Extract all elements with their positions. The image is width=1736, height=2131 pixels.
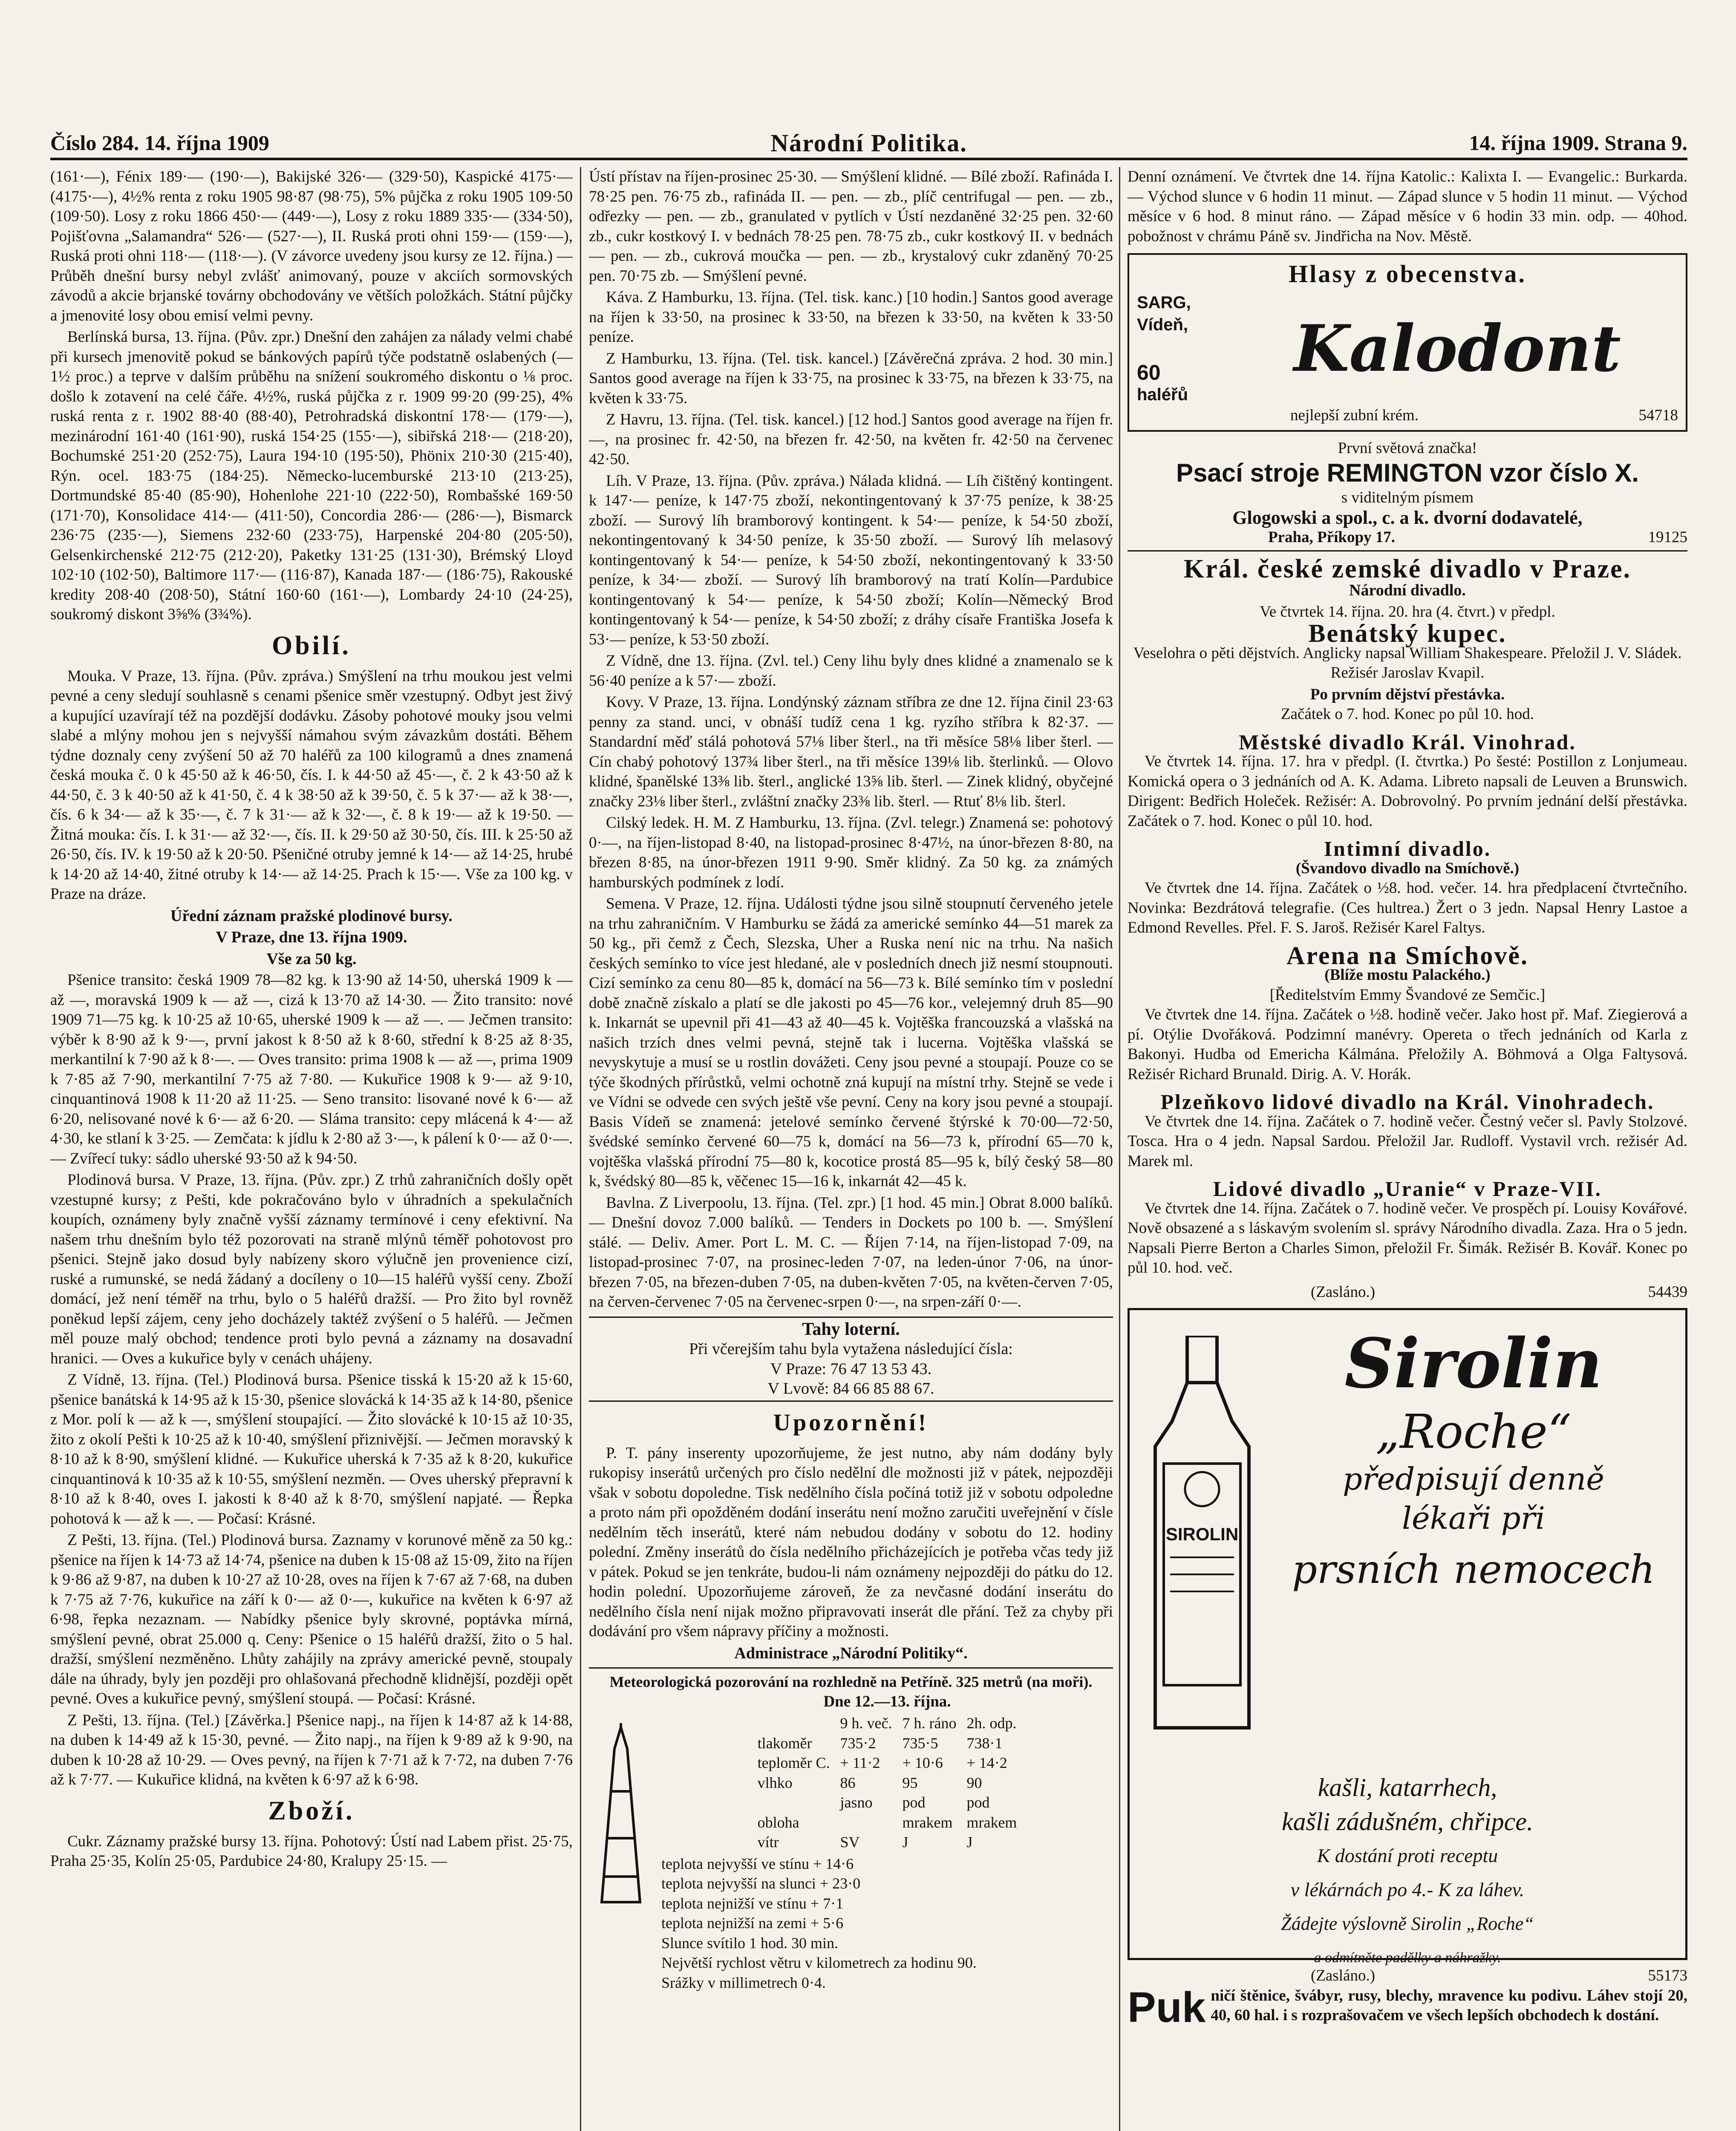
weather-cell: SV [840, 1834, 860, 1851]
sirolin-bottle-icon [1147, 1336, 1257, 1736]
weather-extra: teplota nejnižší na zemi + 5·6 [661, 1914, 844, 1932]
weather-cell: teploměr C. [757, 1754, 830, 1771]
weather-cell: 95 [902, 1774, 918, 1791]
weather-row [753, 1773, 1022, 1793]
weather-rain: Srážky v millimetrech 0·4. [661, 1974, 826, 1991]
official-record-heading: Úřední záznam pražské plodinové bursy. [170, 907, 453, 925]
sirolin-footer [1138, 1770, 1677, 1975]
theatre-intimate-text: Ve čtvrtek dne 14. října. Začátek o ½8. hod. večer. 14. hra předplacení čtvrtečního. Novinka: Bezdrátová telegrafie. (Ces hultrea.) Žert o 3 jedn. Napsal Henry Lastoe a Edmond Revelles. Přel. F. S. Jaroš. Režisér Karel Faltys. [1128, 879, 1687, 936]
weather-cell: 735·2 [840, 1734, 876, 1752]
theatre-intimate-title: Intimní divadlo. [1324, 837, 1491, 860]
weather-cell: vlhko [757, 1774, 793, 1791]
notice-title: Upozornění! [773, 1409, 929, 1436]
notice-text: P. T. pány inserenty upozorňujeme, že jest nutno, aby nám dodány byly rukopisy inserátů určených pro číslo nedělní dle možnosti již v pátek, nejpozději však v sobotu dopoledne. Tisk nedělního čísla počíná totiž již v sobotu odpoledne a proto nám při opožděném dodání inserátu není možno zaručiti uveřejnění v čísle nedělním těch inserátů, které nám nebudou dodány v sobotu do 12. hodiny polední. Změny inserátů do čísla nedělního přicházejících je potřeba včas tedy již v pátek. Pokud se jen tenkráte, budou-li nám oznámeny nejpozději do pátku do 12. hodin polední. Upozorňujeme zároveň, že za nevčasné dodání inserátu do nedělního čísla není nijak možno připravovati inserát dle přání. Tež za chyby při dodávání pro všem nápravy příčiny a možnosti. [589, 1444, 1113, 1640]
spirits-vienna: Z Vídně, dne 13. října. (Zvl. tel.) Ceny lihu byly dnes klidné a znamenalo se k 56·40 peníze a k 57·— zboží. [589, 652, 1113, 690]
sirolin-line: předpisují denně [1343, 1461, 1604, 1497]
weather-box [589, 1672, 1113, 1992]
weather-cell: + 10·6 [902, 1754, 943, 1771]
flour-report: Mouka. V Praze, 13. října. (Pův. zpráva.) Smýšlení na trhu moukou jest velmi pevné a ceny sledují souhlasně s cenami pšenice směr vzestupný. Odbyt jest živý a kupující uzavírají též na pozdější dodávku. Zásoby pohotové mouky jsou velmi slabé a mlýny mohou jen s nejvyšší námahou svým závazkům dostáti. Během týdne doznaly ceny zvýšení 50 až 70 haléřů za 100 kilogramů a dnes znamená česká mouka č. 0 k 45·50 až k 46·50, čís. I. k 44·50 až 45·—, č. 2 k 43·50 až k 44·50, č. 3 k 40·50 až k 41·50, č. 4 k 38·50 až k 39·50, č. 5 k 37·— až k 38·—, čís. 6 k 34·— až k 35·—, č. 7 k 31·— až k 32·—, č. 8 k 19·— až k 19·50. — Žitná mouka: čís. I. k 31·— až 32·—, čís. II. k 29·50 až 30·50, čís. III. k 25·50 až 26·50, čís. IV. k 19·50 až k 20·50. Pšeničné otruby jemné k 14·— až 14·25, hrubé k 14·20 až 14·40, žitné otruby k 14·— až 14·25. Prach k 15·—. Vše za 100 kg. v Praze na dráze. [50, 667, 573, 903]
sirolin-line: prsních nemocech [1292, 1547, 1655, 1592]
sirolin-line: Žádejte výslovně Sirolin „Roche“ [1281, 1913, 1534, 1934]
lottery-title: Tahy loterní. [802, 1319, 900, 1339]
coffee-hamburg: Káva. Z Hamburku, 13. října. (Tel. tisk. kanc.) [10 hodin.] Santos good average na říjen k 33·50, na prosinec k 33·50, na březen k 33·50, na květen k 33·50 peníze. [589, 289, 1113, 346]
lottery-lvov: V Lvově: 84 66 85 88 67. [767, 1380, 934, 1398]
newspaper-title: Národní Politika. [770, 129, 967, 157]
sirolin-ad [1128, 1308, 1687, 1966]
weather-table [753, 1713, 1022, 1852]
theatre-national-time: Začátek o 7. hod. Konec po půl 10. hod. [1281, 705, 1534, 723]
maker-city: Vídeň, [1137, 315, 1188, 334]
exchange-report: (161·—), Fénix 189·— (190·—), Bakijské 326·— (329·50), Kaspické 4175·— (4175·—), 4½% renta z roku 1905 98·87 (98·75), 5% půjčka z roku 1905 109·50 (109·50). Losy z roku 1866 450·— (449·—), Losy z roku 1889 335·— (334·50), Pojišťovna „Salamandra“ 526·— (527·—), II. Ruská proti ohni 159·— (159·—), Ruská proti ohni 118·— (118·—). (V závorce uvedeny jsou kursy ze 12. října.) — Průběh dnešní bursy nebyl zvlášť animovaný, pouze v akciích sormovských závodů a akcie brjanské továrny obchodovány ve větších položkách. Státní půjčky a jmenovité losy obou emisí velmi pevny. [50, 168, 573, 324]
weather-cell: tlakoměr [757, 1734, 812, 1752]
sirolin-line: kašli zádušném, chřipce. [1282, 1808, 1533, 1836]
public-voices-heading: Hlasy z obecenstva. [1289, 260, 1526, 288]
remington-sub: s viditelným písmem [1341, 489, 1474, 506]
sirolin-copy [1270, 1323, 1677, 1593]
theatre-vinohrady-title: Městské divadlo Král. Vinohrad. [1239, 730, 1576, 754]
price-unit: haléřů [1137, 385, 1188, 404]
sirolin-line: v lékárnách po 4.- K za láhev. [1290, 1879, 1525, 1900]
masthead [50, 127, 1687, 160]
weather-cell: mrakem [966, 1813, 1017, 1831]
remington-dealer: Glogowski a spol., c. a k. dvorní dodavatelé, [1232, 507, 1583, 528]
puk-brand: Puk [1128, 1983, 1206, 2031]
weather-row [753, 1793, 1022, 1813]
weather-cell: 90 [966, 1774, 982, 1791]
weather-cell: 2h. odp. [966, 1715, 1017, 1732]
theatre-arena-title: Arena na Smíchově. [1286, 941, 1528, 970]
weather-title: Meteorologická pozorování na rozhledně na Petříně. 325 metrů (na moři). [609, 1673, 1093, 1690]
theatre-national-play: Benátský kupec. [1308, 619, 1507, 647]
weather-extra: teplota nejvyšší na slunci + 23·0 [661, 1875, 861, 1892]
coffee-havre: Z Havru, 13. října. (Tel. tisk. kancel.) [12 hod.] Santos good average na říjen fr. —, na prosinec fr. 42·50, na březen fr. 42·50, na květen fr. 42·50 na červenec 42·50. [589, 411, 1113, 468]
notice-box [589, 1406, 1113, 1669]
ad-reference: 54439 [1648, 1283, 1687, 1301]
weather-cell [835, 1813, 897, 1833]
bottle-label: SIROLIN [1165, 1524, 1239, 1544]
remington-headline: Psací stroje REMINGTON vzor číslo X. [1176, 459, 1639, 487]
kalodont-footer [1137, 406, 1678, 426]
weather-cell: 738·1 [966, 1734, 1003, 1752]
weather-extra: teplota nejvyšší ve stínu + 14·6 [661, 1855, 854, 1872]
theatre-uranie-text: Ve čtvrtek dne 14. října. Začátek o 7. hodině večer. Ve prospěch pí. Louisy Kovářové. Nově obsazené a s láskavým svolením sl. správy Národního divadla. Zaza. Hra o 5 jedn. Napsali Pierre Berton a Charles Simon, přeložil Fr. Šimák. Režisér B. Kovář. Konec po půl 10. hod. več. [1128, 1199, 1687, 1276]
weather-sun: Slunce svítilo 1 hod. 30 min. [661, 1934, 839, 1952]
weather-cell: obloha [757, 1813, 799, 1831]
notice-signature: Administrace „Národní Politiky“. [734, 1644, 968, 1662]
kalodont-body [1137, 292, 1678, 406]
ad-reference: 19125 [1648, 528, 1687, 546]
section-heading-goods: Zboží. [268, 1796, 355, 1825]
cotton-report: Bavlna. Z Liverpoolu, 13. října. (Tel. zpr.) [1 hod. 45 min.] Obrat 8.000 balíků. — Dnešní dovoz 7.000 balíků. — Tenders in Dockets po 100 b. —. Smýšlení stálé. — Deliv. Amer. Port L. M. C. — Říjen 7·14, na říjen-listopad 7·09, na listopad-prosinec 7·07, na prosinec-leden 7·07, na leden-únor 7·06, na únor-březen 7·05, na březen-duben 7·05, na duben-květen 7·05, na květen-červen 7·05, na červen-červenec 7·05 na červenec-srpen 0·—, na srpen-září 0·—. [589, 1194, 1113, 1311]
column-rule [580, 167, 581, 2131]
kalodont-slogan: nejlepší zubní krém. [1290, 407, 1419, 424]
kalodont-maker [1137, 292, 1231, 406]
seeds-report: Semena. V Praze, 12. října. Události týdne jsou silně stoupnutí červeného jetele na trhu zahraničním. V Hamburku se žádá za americké semínko 44—51 marek za 50 kg., při čemž z Čech, Slezska, Uher a Ruska není nic na trhu. Na našich českých semínko to více jest hledané, ale v posledních dnech již nesmí stoupnouti. Cizí semínko za cenu 80—85 k, domácí na 56—73 k. Bílé semínko tím v poslední době značně získalo a platí se dle jakosti po 45—76 kor., velejemný druh 85—90 k. Inkarnát se upevnil při 41—43 až 40—45 k. Vojtěška francouzská a vlašská na našich trzích dnes velmi pevná, stejně tak i lucerna. Vojtěška vlašská se nevyskytuje a musí se u rostlin dovážeti. Ceny jsou pevné a stoupají. Pouze co se týče škodných přírůstků, velmi ochotně zná kupují na místní trhy. Stejně se vede i ve Vídni se odvede cen svých ještě vše pevní. Ceny na kory jsou pevné a stoupají. Basis Vídeň se znamená: jetelové semínko červené štýrské k 70·00—72·50, švédské semínko červené 60—75 k, domácí na 56—73 k, přírodní 65—70 k, vojtěška vlašská přírodní 75—80 k, kocotice prostá 85—95 k, bílý český 58—80 k, švédský 80—85 k, věčenec 15—16 k, inkarnát 42—45 k. [589, 895, 1113, 1190]
weather-cell: 9 h. več. [840, 1715, 892, 1732]
weather-cell [753, 1713, 835, 1733]
kalodont-logo: Kalodont [1294, 311, 1621, 386]
weather-cell: 735·5 [902, 1734, 938, 1752]
issue-info: Číslo 284. 14. října 1909 [50, 131, 269, 155]
produce-exchange-vienna: Z Vídně, 13. října. (Tel.) Plodinová bursa. Pšenice tisská k 15·20 až k 15·60, pšenice banátská k 14·95 až k 15·30, pšenice slovácká k 14·35 až k 14·80, pšenice z Mor. polí k — až k —, smýšlení stoupající. — Žito slovácké k 10·15 až 10·35, žito z okolí Pešti k 10·25 až k 10·40, smýšlení přiznivější. — Ječmen moravský k 8·10 až k 8·90, smýšlení klidné. — Kukuřice uherská k 7·35 až k 8·20, kukuřice cinquantinová k 10·35 až k 10·55, smýšlení nezměn. — Oves uherský přepravní k 8·10 až k 8·40, oves I. jakosti k 8·40 až k 8·70, smýšlení napjaté. — Řepka pohotová k — až k —. — Počasí: Krásné. [50, 1371, 573, 1528]
zaslano-row [1128, 1282, 1687, 1302]
zaslano-label: (Zasláno.) [1311, 1967, 1376, 1984]
weather-cell: pod [966, 1794, 990, 1811]
lottery-subtitle: Při včerejším tahu byla vytažena následující čísla: [689, 1340, 1013, 1358]
remington-tagline: První světová značka! [1338, 439, 1477, 457]
theatre-intimate-sub: (Švandovo divadlo na Smíchově.) [1295, 859, 1520, 877]
remington-address: Praha, Příkopy 17. [1268, 528, 1396, 546]
page-info: 14. října 1909. Strana 9. [1469, 131, 1687, 155]
zaslano-label: (Zasláno.) [1311, 1283, 1376, 1301]
theatre-arena-sub2: [Ředitelstvím Emmy Švandové ze Semčic.] [1269, 986, 1546, 1004]
metals-report: Kovy. V Praze, 13. října. Londýnský záznam stříbra ze dne 12. října činil 23·63 penny za stand. unci, v obnáší tudíž cena 1 kg. ryzího stříbra k 82·37. — Standardní měď stálá pohotová 57⅛ liber šterl., na tři měsíce 58⅛ liber šterl. — Cín chabý pohotový 137¾ liber šterl., na tři měsíce 139⅛ lib. šterlinků. — Olovo klidné, španělské 13⅜ lib. šterl., anglické 13⅝ lib. šterl. — Zinek klidný, obyčejné značky 23⅛ liber šterl., zvláštní značky 23⅜ lib. šterl. — Rtuť 8⅛ lib. šterl. [589, 693, 1113, 810]
theatre-plzenka-title: Plzeňkovo lidové divadlo na Král. Vinohradech. [1160, 1090, 1655, 1114]
weather-cell [753, 1793, 835, 1813]
theatre-national-sub: Národní divadlo. [1349, 581, 1466, 599]
column-2 [589, 167, 1113, 2131]
weather-row [753, 1832, 1022, 1852]
theatre-national-text: Veselohra o pěti dějstvích. Anglicky napsal William Shakespeare. Přeložil J. V. Sládek. Režisér Jaroslav Kvapil. [1133, 644, 1682, 681]
kalodont-ad [1128, 253, 1687, 432]
produce-exchange-pest-close: Z Pešti, 13. října. (Tel.) [Závěrka.] Pšenice napj., na říjen k 14·87 až k 14·88, na duben k 14·49 až k 15·30, pevné. — Žito napj., na říjen k 9·89 až k 9·90, na duben k 10·28 až 10·29. — Oves pevný, na říjen k 7·71 až k 7·72, na duben 7·76 až k 7·77. — Kukuřice klidná, na květen k 6·97 až k 6·98. [50, 1711, 573, 1788]
weather-wind: Největší rychlost větru v kilometrech za hodinu 90. [661, 1954, 977, 1971]
maker-name: SARG, [1137, 293, 1191, 312]
weather-cell: 86 [840, 1774, 856, 1791]
sugar-report: Cukr. Záznamy pražské bursy 13. října. Pohotový: Ústí nad Labem přist. 25·75, Praha 25·35, Kolín 25·05, Pardubice 24·80, Kralupy 25·15. — [50, 1832, 573, 1870]
column-1 [50, 167, 573, 2131]
daily-notice: Denní oznámení. Ve čtvrtek dne 14. října Katolic.: Kalixta I. — Evangelic.: Burkarda. — Východ slunce v 6 hodin 11 minut. — Západ slunce v 5 hodin 11 minut. — Východ měsíce v 6 hod. 8 minut ráno. — Západ měsíce v 6 hodin 33 min. odp. — 40hod. pobožnost v chrámu Páně sv. Jindřicha na Nov. Městě. [1128, 168, 1687, 245]
ad-reference: 55173 [1648, 1967, 1687, 1984]
weather-cell: 7 h. ráno [902, 1715, 957, 1732]
sirolin-line: a odmítněte padělky a náhražky. [1314, 1950, 1501, 1966]
remington-address-row [1128, 528, 1687, 548]
weather-cell: jasno [840, 1794, 873, 1811]
column-3 [1128, 167, 1687, 2131]
theatre-arena-text: Ve čtvrtek dne 14. října. Začátek o ½8. hodině večer. Jako host př. Maf. Ziegierová a pí. Otýlie Dvořáková. Podzimní manévry. Opereta o třech jednáních od Karla z Bakonyi. Hudba od Emericha Kálmána. Přeložily A. Böhmová a Olga Faltysová. Režisér Richard Brunald. Dirig. A. V. Horák. [1128, 1006, 1687, 1083]
produce-exchange-pest: Z Pešti, 13. října. (Tel.) Plodinová bursa. Zaznamy v korunové měně za 50 kg.: pšenice na říjen k 14·73 až 14·74, pšenice na duben k 15·08 až 15·09, žito na říjen k 9·86 až 9·87, na duben k 10·27 až 10·28, oves na říjen k 7·67 až 7·68, na duben k 7·75 až 7·76, kukuřice na září k 0·— až 0·—, kukuřice na květen k 6·97 až 6·98, řepka nezaznam. — Nabídky pšenice byly skrovné, poptávka mírná, smýšlení pevné, obrat 25.000 q. Ceny: Pšenice o 15 haléřů dražší, žito o 5 hal. dražší, smýšlení nezměněno. Lhůty zahájily na zprávy americké pevně, stoupaly dále na úhrady, byly jen později pro ohlašovaná přechodně klidnější, později opět pevné. Oves a kukuřice pevný, smýšlení stoupá. — Počasí: Krásné. [50, 1531, 573, 1707]
weather-cell: J [966, 1834, 973, 1851]
weather-row [753, 1733, 1022, 1753]
section-heading-grain: Obilí. [272, 631, 351, 660]
grain-prices: Pšenice transito: česká 1909 78—82 kg. k 13·90 až 14·50, uherská 1909 k — až —, moravská 1909 k — až —, cizá k 13·70 až 14·30. — Žito transito: nové 1909 71—75 kg. k 10·25 až 10·65, uherské 1909 k — až —. — Ječmen transito: výběr k 8·90 až k 9·—, první jakost k 8·50 až k 8·60, střední k 8·25 až 8·35, merkantilní k 7·90 až k 8·—. — Oves transito: prima 1908 k — až —, prima 1909 k 7·85 až 7·90, merkantilní 7·75 až 7·80. — Kukuřice 1908 k 9·— až 9·10, cinquantinová 1908 k 11·20 až 11·25. — Seno transito: lisované nové k 6·— až 6·20, nelisované nové k 6·— až 6·20. — Sláma transito: cepy mlácená k 4·— až 4·30, ke stlaní k 3·25. — Zemčata: k jídlu k 2·80 až 3·—, k pálení k 0·— až 0·—. — Zvířecí tuky: sádlo uherské 93·50 až k 94·50. [50, 971, 573, 1167]
produce-exchange-prague: Plodinová bursa. V Praze, 13. října. (Pův. zpr.) Z trhů zahraničních došly opět vzestupné kursy; z Pešti, kde pokračováno bylo v úhradních a spekulačních koupích, oznámeny byly značně vyšší záznamy termínové i ceny efektivní. Na našem trhu dnešním bylo též pozorovati na straně mlýnů téměř pohotovost pro pšenici. Stejně jako dosud byly nabízeny skoro výlučně jen provenience cizí, ruské a rumunské, se nedá žádaný a docíleny o 10—15 haléřů vyšší ceny. Zboží domácí, jež není téměř na trhu, bylo o 5 haléřů dražší. — Pro žito byl rovněž poněkud lepší zájem, ceny jeho docházely taktéž zvýšení o 5 haléřů. — Ječmen měl pouze malý obchod; tendence proti bylo pevná a záznamy na dosavadní hranici. — Oves a kukuřice byly v cenách uhájeny. [50, 1171, 573, 1367]
column-rule [1119, 167, 1120, 2131]
sirolin-line: kašli, katarrhech, [1318, 1773, 1497, 1802]
theatre-national-title: Král. české zemské divadlo v Praze. [1183, 554, 1632, 583]
sirolin-line: lékaři při [1401, 1500, 1546, 1536]
theatre-national-date: Ve čtvrtek 14. října. 20. hra (4. čtvrt.) v předpl. [1260, 603, 1555, 621]
weather-cell: pod [902, 1794, 926, 1811]
spirits-report: Líh. V Praze, 13. října. (Pův. zpráva.) Nálada klidná. — Líh čištěný kontingent. k 147·— peníze, k 147·75 zboží, nekontingentovaný k 37·75 peníze, k 38·25 zboží. — Surový líh bramborový kontingent. k 54·— peníze, k 54·50 zboží, nekontingentovaný k 34·50 peníze, k 35·50 zboží. — Surový líh melasový kontingentovaný k 54·— peníze, k 54·50 zboží, nekontingentovaný k 33·50 peníze, k 34·— zboží. — Surový líh bramborový na tratí Kolín—Pardubice kontingentovaný k 54·— peníze, k 54·50 zboží; Kolín—Německý Brod kontingentovaný k 54·— peníze, k 54·50 zboží; z dráhy císaře Františka Josefa k 53·— peníze, k 53·50 zboží. [589, 472, 1113, 648]
sugar-report-cont: Ústí přístav na říjen-prosinec 25·30. — Smýšlení klidné. — Bílé zboží. Rafináda I. 78·25 pen. 76·75 zb., rafináda II. — pen. — zb., plíč centrifugal — pen. — zb., odřezky — pen. — zb., granulated v pytlích v Ústí nezdaněné 32·25 pen. 32·60 zb., cukr kostkový I. v bednách 78·25 pen. 78·75 zb., cukr kostkový II. v bednách — pen. — zb., cukrová moučka — pen. — zb., krystalový cukr zdaněný 70·25 pen. 70·75 zb. — Smýšlení pevné. [589, 168, 1113, 285]
weather-row [753, 1753, 1022, 1773]
theatre-national-break: Po prvním dějství přestávka. [1310, 685, 1505, 703]
remington-ad [1128, 439, 1687, 552]
saltpeter-report: Cilský ledek. H. M. Z Hamburku, 13. října. (Zvl. telegr.) Znamená se: pohotový 0·—, na říjen-listopad 8·40, na listopad-prosinec 8·47½, na únor-březen 8·80, na březen 8·85, na únor-březen 1911 9·90. Směr klidný. Za 50 kg. za známých hamburských podmínek z lodí. [589, 814, 1113, 891]
theatre-uranie-title: Lidové divadlo „Uranie“ v Praze-VII. [1213, 1177, 1602, 1201]
official-record-unit: Vše za 50 kg. [266, 950, 357, 968]
price-number: 60 [1137, 361, 1161, 384]
weather-cell: mrakem [902, 1813, 953, 1831]
theatre-plzenka-text: Ve čtvrtek dne 14. října. Začátek o 7. hodině večer. Čestný večer sl. Pavly Stolzové. Tosca. Hra o 4 jedn. Napsal Sardou. Přeložil Jar. Rudloff. Vystavil vrch. režisér Ad. Marek ml. [1128, 1112, 1687, 1170]
weather-cell: + 14·2 [966, 1754, 1007, 1771]
sirolin-line: K dostání proti receptu [1317, 1845, 1498, 1866]
lottery-praha: V Praze: 76 47 13 53 43. [770, 1360, 932, 1378]
ad-reference: 54718 [1638, 407, 1678, 424]
weather-extra: teplota nejnižší ve stínu + 7·1 [661, 1894, 844, 1912]
weather-cell: J [902, 1834, 908, 1851]
puk-ad [1128, 1983, 1687, 2031]
weather-cell: + 11·2 [840, 1754, 880, 1771]
theatre-vinohrady-text: Ve čtvrtek 14. října. 17. hra v předpl. (I. čtvrtka.) Po šesté: Postillon z Lonjumeau. Komická opera o 3 jednáních od A. K. Adama. Libreto napsali de Leuven a Brunswich. Dirigent: Bedřich Holeček. Režisér: A. Dobrovolný. Po prvním jednání delší přestávka. Začátek o 7. hod. Konec o půl 10. hod. [1128, 753, 1687, 830]
petrin-tower-icon [589, 1723, 653, 1911]
official-record-date: V Praze, dne 13. října 1909. [216, 928, 407, 946]
berlin-exchange: Berlínská bursa, 13. října. (Pův. zpr.) Dnešní den zahájen za nálady velmi chabé při kursech jmenovitě pokud se bánkových papírů týče podstatně oslabených (— 1½ proc.) a teprve v dalším průběhu na snížení soukromého diskontu o ⅛ proc. došlo k zotavení na celé čáře. 4½%, ruská půjčka z r. 1909 99·20 (99·25), 4% ruská renta z r. 1902 88·40 (88·40), Petrohradská diskontní 178·— (179·—), mezinárodní 161·40 (161·90), ruská 154·25 (155·—), sibiřská 218·— (218·20), Bochumské 251·20 (252·75), Laura 194·10 (195·50), Phönix 210·30 (215·40), Rýn. ocel. 183·75 (184·25). Německo-lucemburské 213·10 (213·25), Dortmundské 85·40 (85·90), Hohenlohe 221·10 (222·50), Rombašské 169·50 (171·70), Konsolidace 414·— (411·50), Concordia 286·— (286·—), Bismarck 236·75 (235·—), Siemens 232·60 (233·75), Harpenské 204·80 (205·50), Gelsenkirchenské 212·75 (212·20), Paketky 131·25 (131·30), Brémský Lloyd 102·10 (102·50), Baltimore 117·— (116·87), Kanada 187·— (186·75), Rakouské kredity 208·40 (208·50), Státní 160·60 (161·—), Lombardy 24·10 (24·25), soukromý diskont 3⅝% (3¾%). [50, 328, 573, 623]
lottery-box [589, 1317, 1113, 1402]
weather-row [753, 1813, 1022, 1833]
coffee-hamburg-close: Z Hamburku, 13. října. (Tel. tisk. kancel.) [Závěrečná zpráva. 2 hod. 30 min.] Santos good average na říjen k 33·75, na prosinec k 33·75, na březen k 33·75, na květen k 33·75. [589, 349, 1113, 407]
theatre-arena-sub: (Blíže mostu Palackého.) [1324, 966, 1491, 984]
sirolin-roche: „Roche“ [1376, 1404, 1572, 1459]
weather-cell: vítr [757, 1834, 779, 1851]
weather-header-row [753, 1713, 1022, 1733]
sirolin-brand: Sirolin [1344, 1323, 1603, 1403]
weather-date: Dne 12.—13. října. [823, 1692, 951, 1710]
puk-text: ničí štěnice, švábyr, rusy, blechy, mravence ku podivu. Láhev stojí 20, 40, 60 hal. i s rozprašovačem ve všech lepších obchodech k dostání. [1211, 1987, 1687, 2024]
